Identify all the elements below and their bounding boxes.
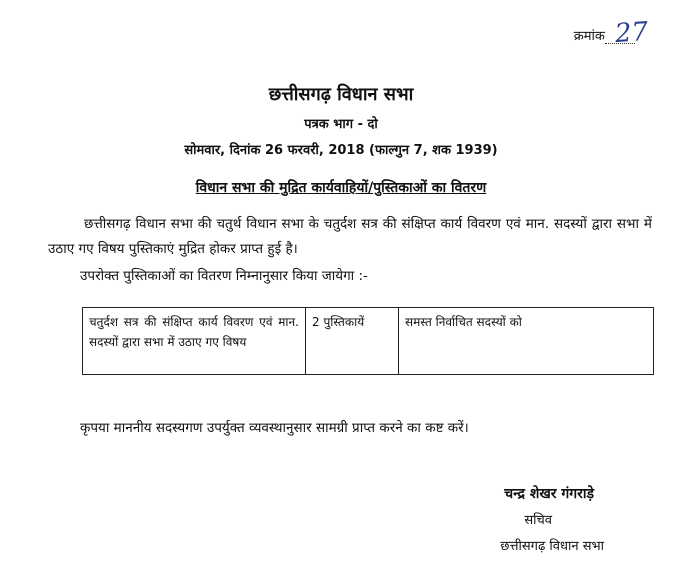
table-cell-item: चतुर्दश सत्र की संक्षिप्त कार्य विवरण एवं मान. सदस्यों द्वारा सभा में उठाए गए विषय — [83, 308, 306, 375]
serial-label: क्रमांक — [573, 29, 605, 44]
table-cell-recipients: समस्त निर्वाचित सदस्यों को — [399, 308, 654, 375]
body-paragraph-1: छत्तीसगढ़ विधान सभा की चतुर्थ विधान सभा के चतुर्दश सत्र की संक्षिप्त कार्य विवरण एवं मान. सदस्यों द्वारा सभा में उठाए गए विषय पुस्तिकाएं मुद्रित होकर प्राप्त हुई है। — [48, 216, 652, 257]
distribution-table — [82, 307, 654, 375]
document-date: सोमवार, दिनांक 26 फरवरी, 2018 (फाल्गुन 7, शक 1939) — [184, 143, 498, 158]
signatory-name: चन्द्र शेखर गंगराड़े — [504, 486, 594, 502]
serial-handwritten-number: 27 — [613, 16, 650, 50]
body-paragraph-2: उपरोक्त पुस्तिकाओं का वितरण निम्नानुसार किया जायेगा :- — [80, 268, 368, 284]
document-subtitle: पत्रक भाग - दो — [304, 117, 378, 132]
document-title: छत्तीसगढ़ विधान सभा — [268, 84, 414, 105]
table-row — [83, 308, 654, 375]
serial-number — [573, 16, 650, 50]
table-cell-quantity: 2 पुस्तिकायें — [306, 308, 399, 375]
signatory-organization: छत्तीसगढ़ विधान सभा — [500, 539, 604, 554]
subject-text: विधान सभा की मुद्रित कार्यवाहियों/पुस्तिकाओं का वितरण — [195, 180, 487, 196]
closing-request: कृपया माननीय सदस्यगण उपर्युक्त व्यवस्थानुसार सामग्री प्राप्त करने का कष्ट करें। — [80, 420, 469, 436]
subject-heading — [0, 178, 682, 197]
signatory-designation: सचिव — [524, 513, 552, 528]
